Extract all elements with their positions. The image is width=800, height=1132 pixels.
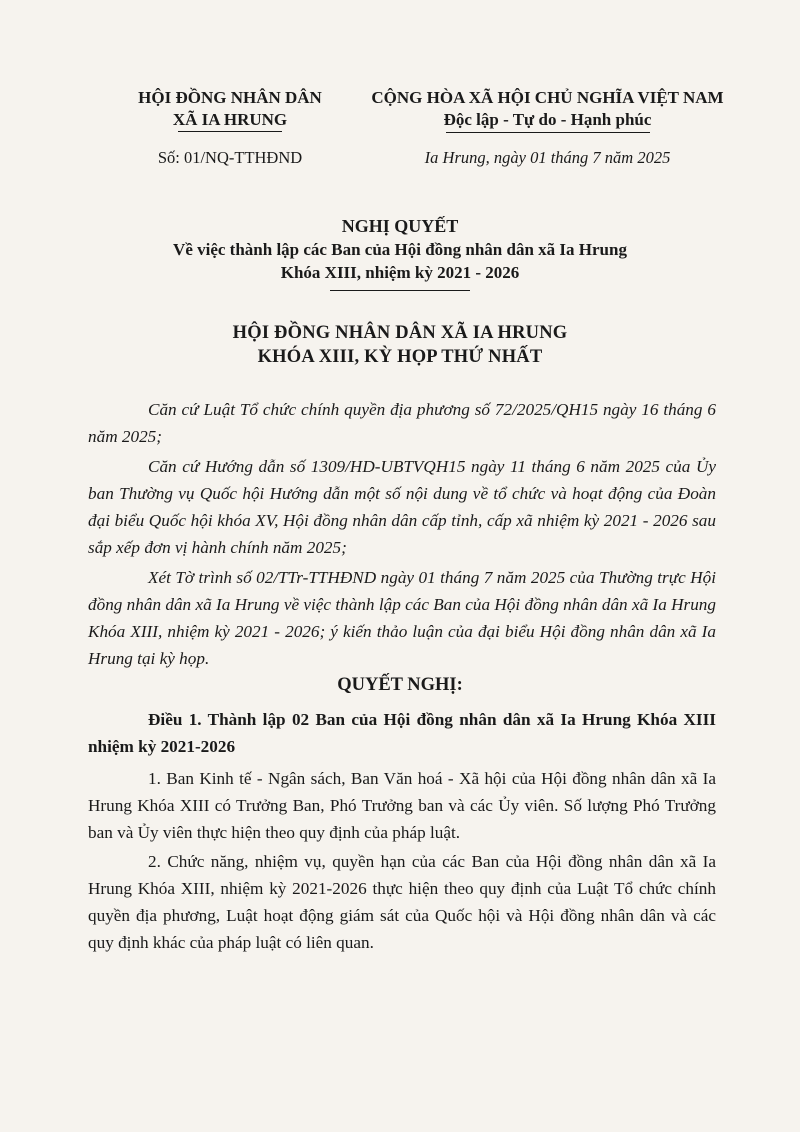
title-underline (330, 290, 470, 291)
council-name: HỘI ĐỒNG NHÂN DÂN (138, 88, 322, 107)
resolution-heading: QUYẾT NGHỊ: (337, 675, 463, 695)
article-1-clause-1: 1. Ban Kinh tế - Ngân sách, Ban Văn hoá - Xã hội của Hội đồng nhân dân xã Ia Hrung Khóa XIII có Trưởng Ban, Phó Trưởng ban và các Ủy viên. Số lượng Phó Trưởng ban và Ủy viên thực hiện theo quy định của pháp luật. (88, 769, 716, 842)
issuer-line1: HỘI ĐỒNG NHÂN DÂN XÃ IA HRUNG (232, 323, 568, 343)
document-subject-line2: Khóa XIII, nhiệm kỳ 2021 - 2026 (280, 263, 520, 282)
nation-name: CỘNG HÒA XÃ HỘI CHỦ NGHĨA VIỆT NAM (371, 88, 724, 107)
place-date: Ia Hrung, ngày 01 tháng 7 năm 2025 (424, 148, 671, 167)
article-1-heading: Điều 1. Thành lập 02 Ban của Hội đồng nhân dân xã Ia Hrung Khóa XIII nhiệm kỳ 2021-2026 (88, 710, 716, 756)
preamble-paragraph-2: Căn cứ Hướng dẫn số 1309/HD-UBTVQH15 ngày 11 tháng 6 năm 2025 của Ủy ban Thường vụ Quốc hội Hướng dẫn một số nội dung về tổ chức và hoạt động của Đoàn đại biểu Quốc hội khóa XV, Hội đồng nhân dân cấp tỉnh, cấp xã nhiệm kỳ 2021 - 2026 sau sắp xếp đơn vị hành chính năm 2025; (88, 457, 716, 557)
article-1-clause-2: 2. Chức năng, nhiệm vụ, quyền hạn của các Ban của Hội đồng nhân dân xã Ia Hrung Khóa XIII, nhiệm kỳ 2021-2026 thực hiện theo quy định của Luật Tổ chức chính quyền địa phương, Luật hoạt động giám sát của Quốc hội và Hội đồng nhân dân và các quy định khác của pháp luật có liên quan. (88, 852, 716, 952)
motto-underline (446, 132, 650, 133)
commune-underline (178, 131, 282, 132)
commune-name: XÃ IA HRUNG (172, 110, 288, 129)
preamble-paragraph-3: Xét Tờ trình số 02/TTr-TTHĐND ngày 01 tháng 7 năm 2025 của Thường trực Hội đồng nhân dân xã Ia Hrung về việc thành lập các Ban của Hội đồng nhân dân xã Ia Hrung Khóa XIII, nhiệm kỳ 2021 - 2026; ý kiến thảo luận của đại biểu Hội đồng nhân dân xã Ia Hrung tại kỳ họp. (88, 568, 716, 668)
document-number: Số: 01/NQ-TTHĐND (157, 148, 303, 167)
document-type: NGHỊ QUYẾT (341, 216, 459, 236)
preamble-paragraph-1: Căn cứ Luật Tổ chức chính quyền địa phương số 72/2025/QH15 ngày 16 tháng 6 năm 2025; (88, 400, 716, 446)
document-subject-line1: Về việc thành lập các Ban của Hội đồng nhân dân xã Ia Hrung (173, 240, 627, 259)
issuer-line2: KHÓA XIII, KỲ HỌP THỨ NHẤT (257, 347, 543, 367)
nation-motto: Độc lập - Tự do - Hạnh phúc (443, 110, 652, 129)
